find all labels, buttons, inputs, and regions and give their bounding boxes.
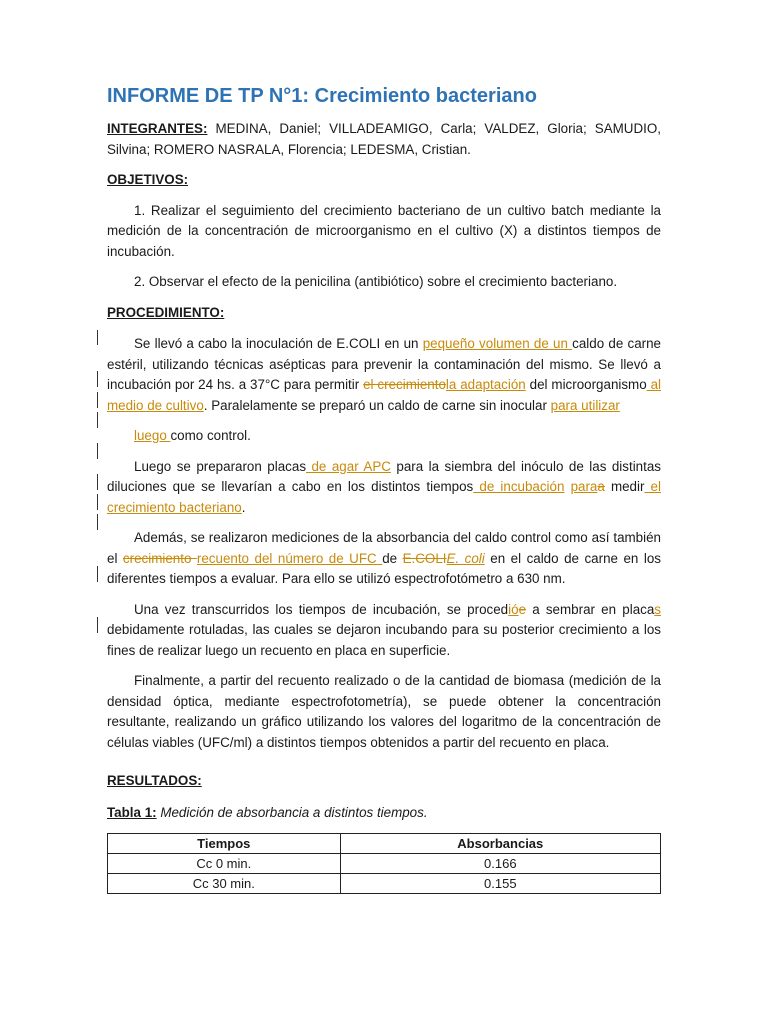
objetivo-1: 1. Realizar el seguimiento del crecimiento bacteriano de un cultivo batch mediante la medición de la concentración de microorganismo en el cultivo (X) a distintos tiempos de incubación. [107, 202, 661, 259]
text-run: del microorganismo [525, 377, 647, 392]
change-bar [97, 412, 98, 428]
integrantes-paragraph [107, 119, 661, 160]
insertion: la adaptación [445, 377, 526, 392]
resultados-heading: RESULTADOS: [107, 773, 202, 788]
procedimiento-paragraph-1b [107, 426, 661, 447]
insertion: ió [508, 601, 519, 617]
table-cell: 0.155 [340, 874, 660, 894]
text-run: . [241, 499, 246, 515]
table-header-row [108, 834, 661, 854]
deletion: E.COLI [402, 550, 447, 566]
insertion: s [654, 601, 661, 617]
insertion: para utilizar [550, 397, 620, 413]
change-bar [97, 617, 98, 633]
change-bar [97, 474, 98, 490]
text-run: debidamente rotuladas, las cuales se dejaron incubando para su posterior crecimiento a los fines de realizar luego un recuento en placa en superficie. [107, 622, 661, 658]
document-body [107, 83, 661, 894]
text-run: de [382, 550, 403, 566]
insertion: el crecimiento bacteriano [107, 479, 661, 515]
text-run: Una vez transcurridos los tiempos de incubación, se proced [134, 601, 509, 617]
table-cell: 0.166 [340, 854, 660, 874]
integrantes-label: INTEGRANTES: [107, 121, 208, 136]
change-bar [97, 330, 98, 345]
integrantes-text: MEDINA, Daniel; VILLADEAMIGO, Carla; VALDEZ, Gloria; SAMUDIO, Silvina; ROMERO NASRALA, Florencia; LEDESMA, Cristian. [107, 121, 661, 157]
table-caption-text: Medición de absorbancia a distintos tiempos. [156, 804, 428, 820]
table-caption-label: Tabla 1: [107, 804, 157, 820]
procedimiento-paragraph-1 [107, 334, 661, 416]
procedimiento-paragraph-5: Finalmente, a partir del recuento realizado o de la cantidad de biomasa (medición de la densidad óptica, mediante espectrofotometría), se puede obtener la concentración resultante, realizando un gráfico utilizando los valores del logaritmo de la concentración de células viables (UFC/ml) a distintos tiempos obtenidos a partir del recuento en placa. [107, 673, 661, 750]
text-run: Luego se prepararon placas [134, 458, 307, 474]
insertion: para [570, 479, 598, 494]
text-run: . Paralelamente se preparó un caldo de carne sin inocular [203, 397, 551, 413]
insertion: de incubación [473, 479, 565, 494]
change-bar [97, 371, 98, 387]
procedimiento-paragraph-3 [107, 528, 661, 590]
insertion: E. coli [446, 550, 485, 566]
text-run: en el caldo de carne en los diferentes tiempos a evaluar. Para ello se utilizó espectrofotómetro a 630 nm. [107, 550, 661, 586]
table-caption [107, 803, 661, 824]
change-bar [97, 443, 98, 459]
deletion: e [518, 601, 527, 617]
table-header-cell: Absorbancias [340, 834, 660, 854]
procedimiento-heading: PROCEDIMIENTO: [107, 304, 225, 320]
deletion: a [597, 479, 605, 494]
insertion: luego [134, 428, 171, 443]
insertion: al medio de cultivo [107, 377, 661, 413]
insertion: recuento del número de UFC [196, 550, 383, 566]
procedimiento-paragraph-2 [107, 457, 661, 519]
change-bar [97, 392, 98, 408]
table-cell: Cc 0 min. [108, 854, 341, 874]
insertion: de agar APC [306, 458, 391, 474]
table-row [108, 874, 661, 894]
deletion: crecimiento [122, 550, 197, 566]
document-title: INFORME DE TP N°1: Crecimiento bacteriano [107, 85, 537, 107]
change-bar [97, 494, 98, 510]
text-run: para la siembra del inóculo de las distintas diluciones que se llevarían a cabo en los distintos tiempos [107, 458, 661, 494]
deletion: el crecimiento [363, 377, 446, 392]
absorbance-table [107, 833, 661, 894]
text-run: caldo de carne estéril, utilizando técnicas asépticas para prevenir la contaminación del mismo. Se llevó a incubación por 24 hs. a 37°C para permitir [107, 336, 661, 392]
change-bar [97, 514, 98, 530]
change-bar [97, 566, 98, 582]
objetivo-2: 2. Observar el efecto de la penicilina (antibiótico) sobre el crecimiento bacteriano. [134, 274, 618, 289]
text-run: a sembrar en placa [526, 601, 655, 617]
text-run: medir [604, 479, 645, 494]
text-run: como control. [170, 428, 251, 443]
procedimiento-paragraph-4 [107, 600, 661, 662]
objetivos-heading: OBJETIVOS: [107, 172, 189, 187]
table-row [108, 854, 661, 874]
text-run: Además, se realizaron mediciones de la absorbancia del caldo control como así también el [107, 530, 661, 566]
spacer [107, 753, 661, 771]
text-run: Se llevó a cabo la inoculación de E.COLI en un [134, 336, 423, 351]
table-header-cell: Tiempos [108, 834, 341, 854]
insertion: pequeño volumen de un [422, 336, 573, 351]
table-cell: Cc 30 min. [108, 874, 341, 894]
